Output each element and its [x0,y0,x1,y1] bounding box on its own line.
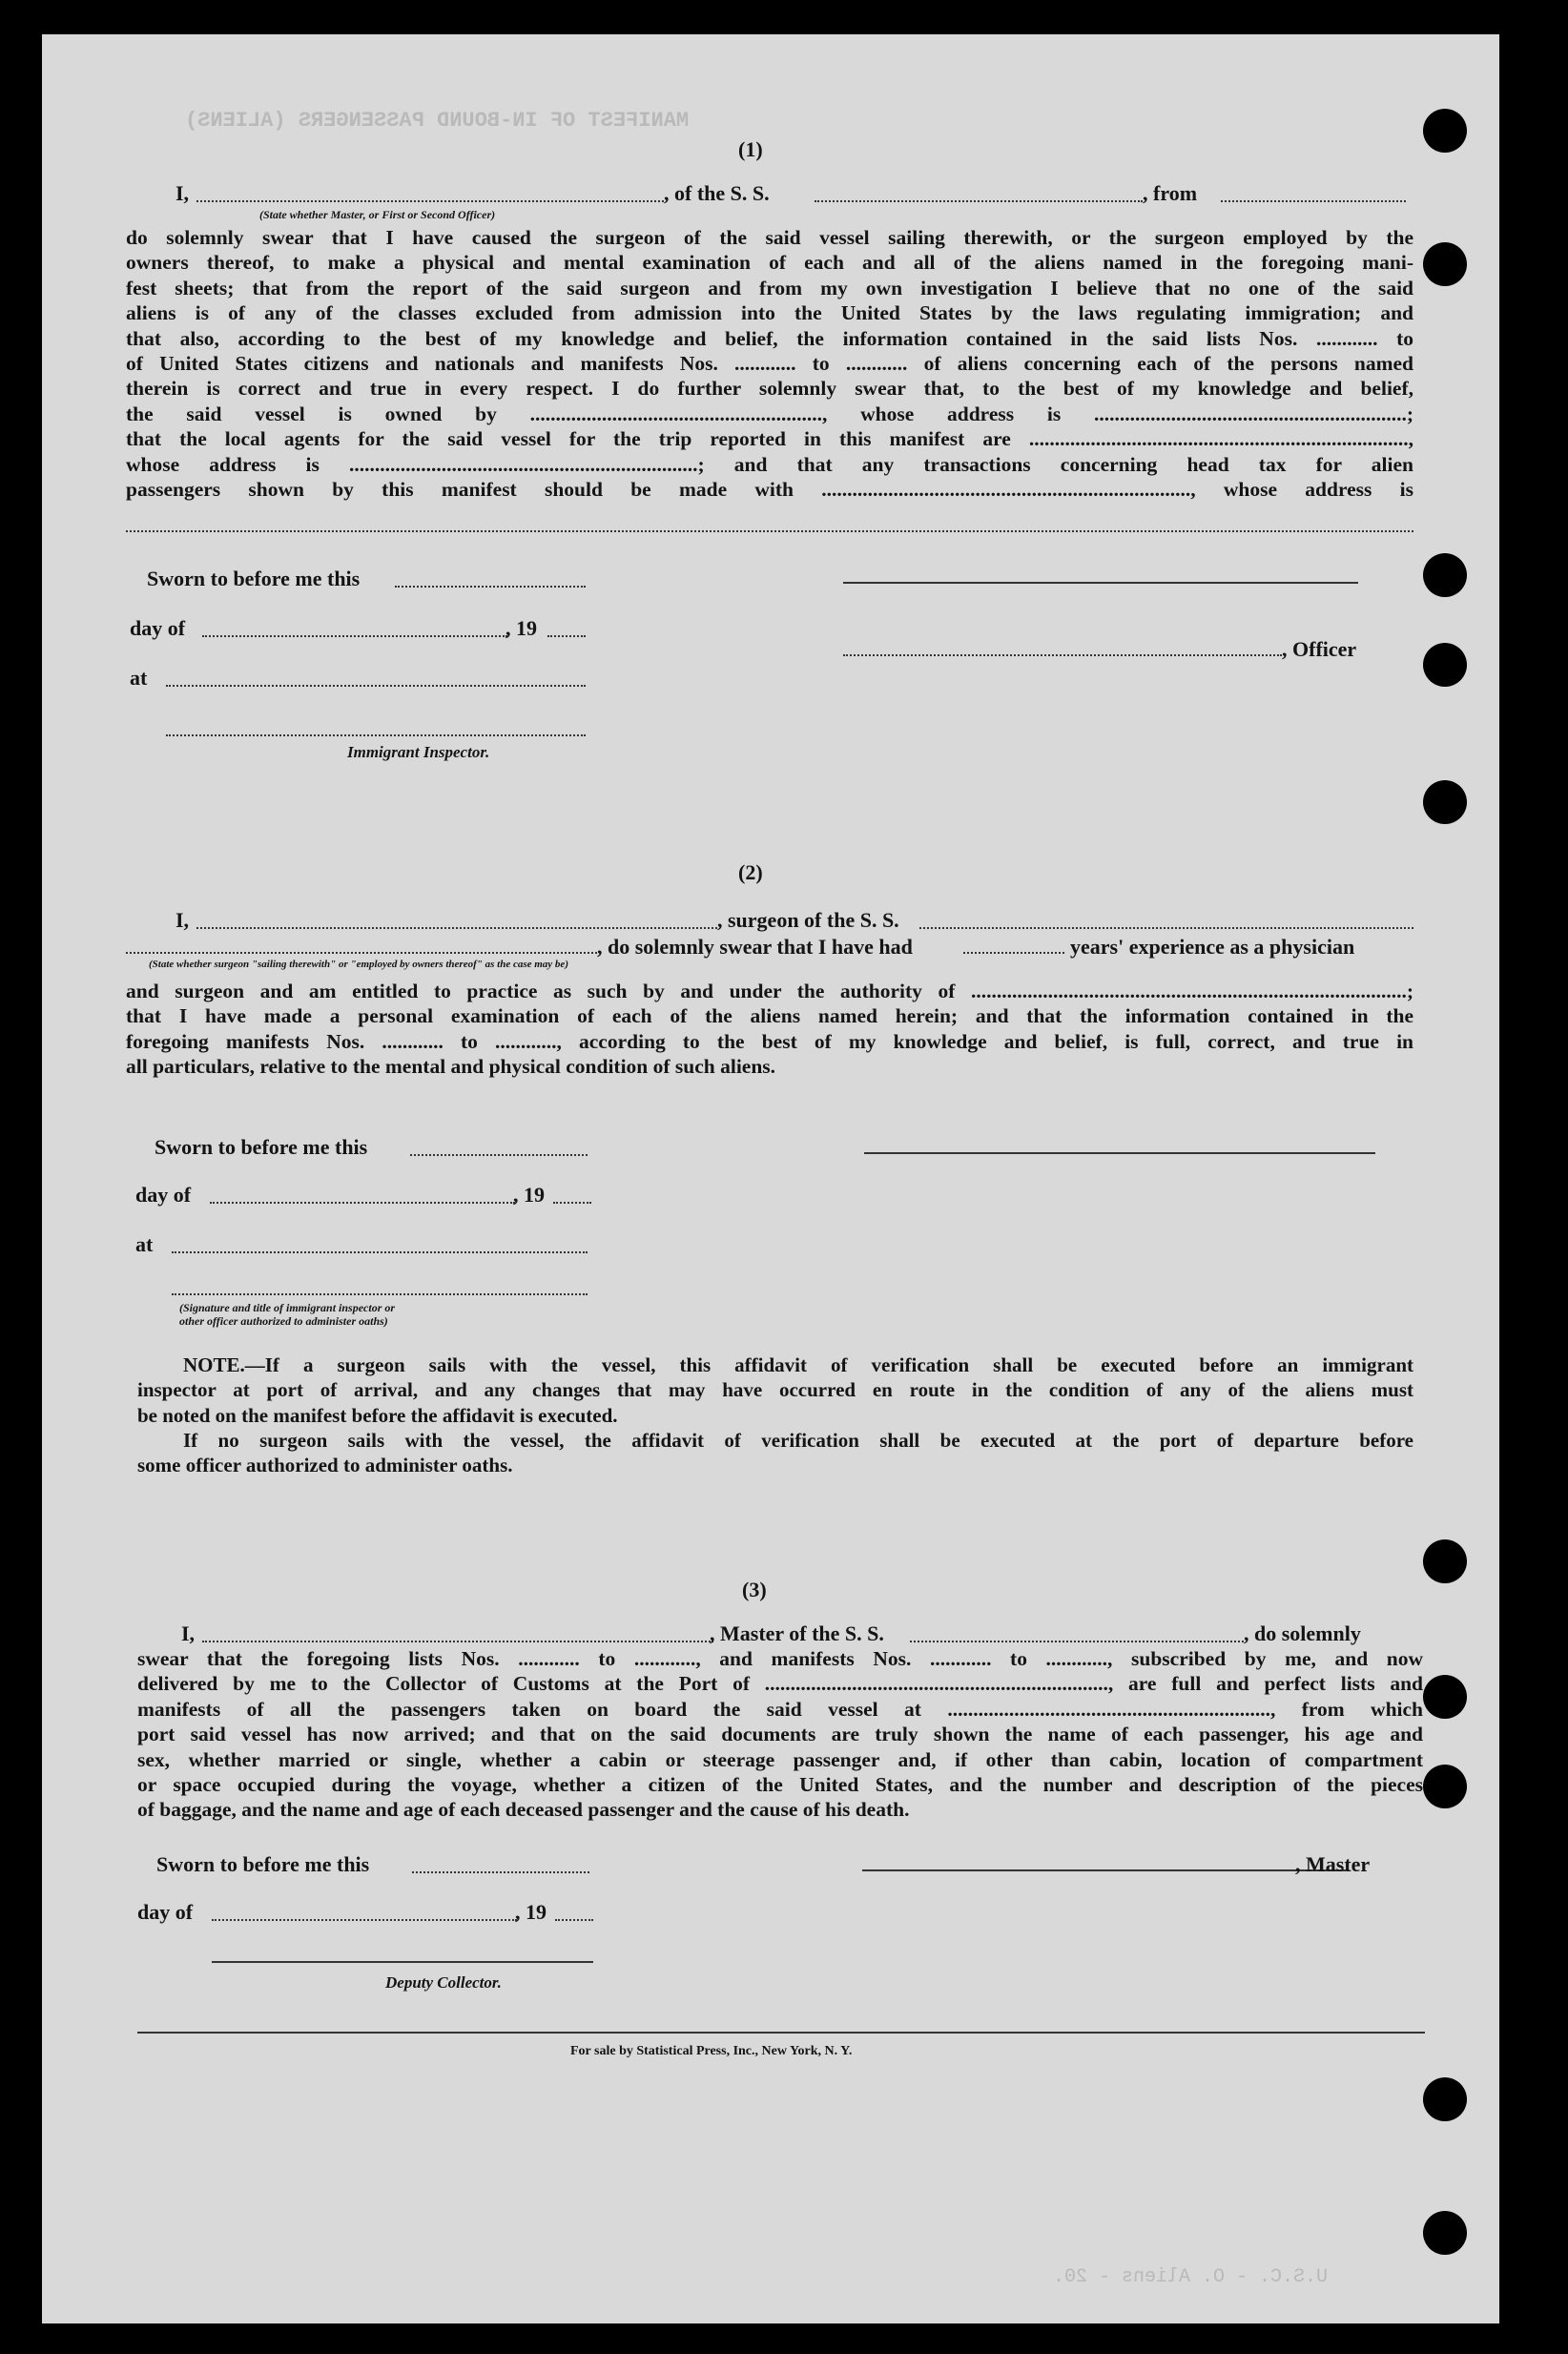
s1-at-field[interactable] [166,685,586,687]
s1-line: fest sheets; that from the report of the said surgeon and from my own investigation I believe that no one of the said [126,276,1413,299]
s2-line: and surgeon and am entitled to practice as such by and under the authority of .....................................................................................; [126,980,1413,1002]
s3-i: I, [181,1621,196,1645]
footer-rule [137,2032,1425,2034]
s3-master-name-field[interactable] [202,1641,713,1642]
s1-line: therein is correct and true in every respect. I do further solemnly swear that, to the best of my knowledge and belief, [126,377,1413,401]
s2-i: I, [175,908,190,932]
bleed-through-header: MANIFEST OF IN-BOUND PASSENGERS (ALIENS) [185,109,690,133]
s3-oath-paragraph [137,1646,1423,1823]
s3-master-of: , Master of the S. S. [710,1621,884,1645]
binder-hole [1423,109,1467,153]
s2-sig-note-2: other officer authorized to administer oaths) [179,1314,388,1328]
s2-inspector-signature[interactable] [172,1293,588,1295]
s3-solemnly: , do solemnly [1244,1621,1361,1645]
s1-i: I, [175,181,190,205]
s2-day-of: day of [135,1183,192,1207]
s2-line: all particulars, relative to the mental and physical condition of such aliens. [126,1055,776,1079]
s1-of-ss: , of the S. S. [664,181,770,205]
s2-swear: , do solemnly swear that I have had [597,935,913,959]
s1-line: whose address is ....................................................................; and that any transactions concerning head tax for alien [126,452,1413,476]
s2-years: years' experience as a physician [1070,935,1355,959]
s3-day-field[interactable] [212,1919,517,1921]
s1-day-field[interactable] [202,635,507,637]
s3-deputy-label: Deputy Collector. [385,1973,502,1992]
s1-officer-note: (State whether Master, or First or Second Officer) [259,208,496,221]
s2-sig-note-1: (Signature and title of immigrant inspector or [179,1301,396,1314]
s2-at: at [135,1232,154,1256]
s2-at-field[interactable] [172,1251,588,1253]
s2-sworn-field[interactable] [410,1154,588,1156]
s1-line: of United States citizens and nationals and manifests Nos. ............ to ............ of aliens concerning each of the persons named [126,352,1413,376]
s2-nineteen: , 19 [513,1183,545,1207]
binder-hole [1423,1765,1467,1808]
s1-oath-paragraph [126,225,1413,502]
s1-line: owners thereof, to make a physical and mental examination of each and all of the aliens named in the foregoing mani- [126,251,1413,275]
s2-surgeon-of: , surgeon of the S. S. [717,908,899,932]
s3-ship-field[interactable] [910,1641,1244,1642]
s3-sworn: Sworn to before me this [156,1852,370,1876]
binder-hole [1423,643,1467,687]
s1-line: that also, according to the best of my knowledge and belief, the information contained in the said lists Nos. ............ to [126,326,1413,350]
binder-hole [1423,553,1467,597]
s3-master-signature [862,1869,1349,1871]
s1-inspector-label: Immigrant Inspector. [347,743,490,761]
s1-officer-rule-top [843,582,1358,584]
s3-line: port said vessel has now arrived; and that on the said documents are truly shown the name of each passenger, his age and [137,1723,1423,1746]
s2-sworn: Sworn to before me this [155,1135,368,1159]
binder-hole [1423,242,1467,286]
binder-hole [1423,780,1467,824]
s2-note-line: some officer authorized to administer oaths. [137,1454,513,1477]
s2-note-line: NOTE.—If a surgeon sails with the vessel, this affidavit of verification shall be executed before an immigrant [183,1353,1413,1376]
ship-name-field[interactable] [815,200,1143,202]
s1-line: that the local agents for the said vessel for the trip reported in this manifest are .........................................................................., [126,427,1413,451]
s1-address-field[interactable] [126,530,1413,532]
s1-year-field[interactable] [547,635,586,637]
bleed-through-footer: U.S.C. - O. Aliens - 20. [1053,2266,1329,2288]
s3-master-label: , Master [1295,1852,1371,1876]
s3-line: delivered by me to the Collector of Customs at the Port of ..................................................................., are full and perfect lists and [137,1672,1423,1696]
footer-printer: For sale by Statistical Press, Inc., New York, N. Y. [570,2044,853,2058]
s3-line: sex, whether married or single, whether a cabin or steerage passenger and, if other than cabin, location of compartment [137,1747,1423,1771]
s2-line: that I have made a personal examination of each of the aliens named herein; and that the information contained in the [126,1004,1413,1028]
s1-day-of: day of [130,616,186,640]
s1-from: , from [1143,181,1198,205]
s3-year-field[interactable] [555,1919,593,1921]
binder-hole [1423,1539,1467,1583]
s1-line: do solemnly swear that I have caused the surgeon of the said vessel sailing therewith, or the surgeon employed by the [126,226,1413,249]
s2-signature-rule [864,1152,1375,1154]
s1-sworn-field[interactable] [395,586,586,588]
section-number-2: (2) [738,860,763,884]
s1-line: the said vessel is owned by ........................................................., whose address is .............................................................; [126,402,1413,425]
s1-officer-label: , Officer [1282,637,1357,661]
s1-line: aliens is of any of the classes excluded from admission into the United States by the laws regulating immigration; and [126,301,1413,325]
s1-sworn: Sworn to before me this [147,567,361,590]
s2-note-line: be noted on the manifest before the affidavit is executed. [137,1403,618,1427]
s2-year-field[interactable] [553,1202,591,1204]
s1-at: at [130,666,148,690]
section-number-3: (3) [742,1578,767,1601]
s3-line: of baggage, and the name and age of each deceased passenger and the cause of his death. [137,1798,910,1822]
s3-nineteen: , 19 [515,1900,547,1924]
s2-line: foregoing manifests Nos. ............ to ............, according to the best of my knowledge and belief, is full, correct, and true in [126,1029,1413,1053]
binder-hole [1423,2211,1467,2255]
s3-line: manifests of all the passengers taken on board the said vessel at ..............................................................., from which [137,1697,1423,1721]
surgeon-name-field[interactable] [196,927,717,929]
s3-day-of: day of [137,1900,194,1924]
from-port-field[interactable] [1221,200,1406,202]
s1-inspector-signature[interactable] [166,734,586,736]
s3-line: or space occupied during the voyage, whether a citizen of the United States, and the number and description of the pieces [137,1773,1423,1797]
s3-sworn-field[interactable] [412,1871,589,1873]
master-name-field[interactable] [196,200,664,202]
s2-ship-field[interactable] [919,927,1413,929]
binder-hole [1423,2077,1467,2121]
s2-day-field[interactable] [210,1202,515,1204]
s2-note: (State whether surgeon "sailing therewith" or "employed by owners thereof" as the case may be) [149,959,568,970]
s1-nineteen: , 19 [505,616,537,640]
s1-officer-signature[interactable] [843,654,1282,656]
s1-line: passengers shown by this manifest should be made with ........................................................................, whose address is [126,478,1413,502]
s3-deputy-signature [212,1961,593,1963]
s3-line: swear that the foregoing lists Nos. ............ to ............, and manifests Nos. ............ to ............, subscribed by me, and now [137,1647,1423,1670]
section-number-1: (1) [738,137,763,161]
manifest-page [42,34,1499,2323]
s2-note-paragraph [137,1353,1413,1477]
s2-oath-paragraph [126,979,1413,1080]
s2-status-field[interactable] [126,952,597,954]
s2-years-field[interactable] [963,952,1064,954]
binder-hole [1423,1675,1467,1719]
s2-note-line: inspector at port of arrival, and any changes that may have occurred en route in the condition of any of the aliens must [137,1378,1413,1402]
s2-note-line: If no surgeon sails with the vessel, the affidavit of verification shall be executed at the port of departure before [183,1428,1413,1452]
